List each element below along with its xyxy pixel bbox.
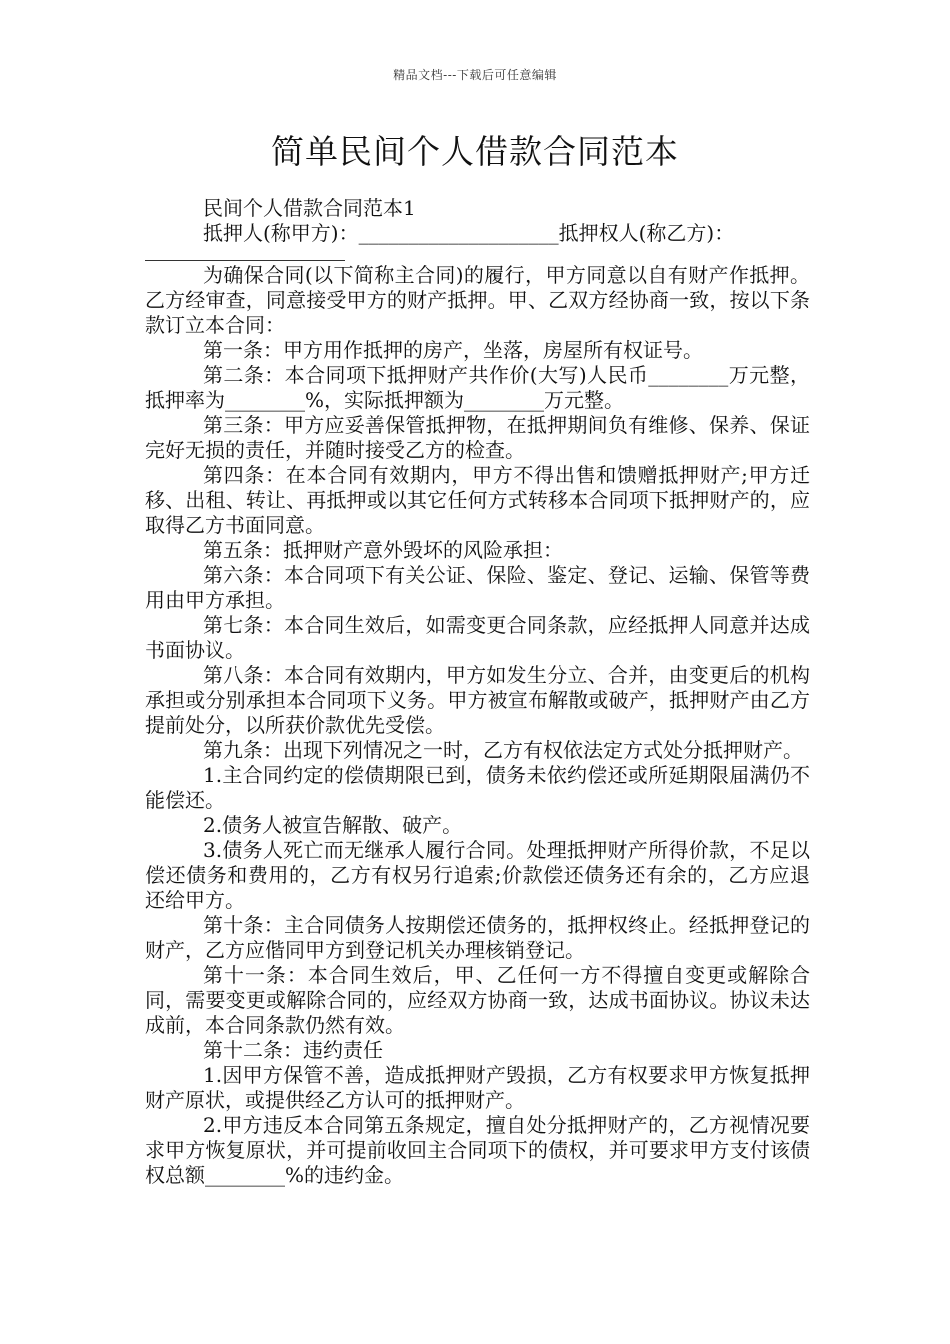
- paragraph-article-12-item-2: 2.甲方违反本合同第五条规定，擅自处分抵押财产的，乙方视情况要求甲方恢复原状，并可提前收回主合同项下的债权，并可要求甲方支付该债权总额________%的违约金。: [145, 1113, 810, 1187]
- paragraph-article-7: 第七条：本合同生效后，如需变更合同条款，应经抵押人同意并达成书面协议。: [145, 613, 810, 662]
- paragraph-article-12-item-1: 1.因甲方保管不善，造成抵押财产毁损，乙方有权要求甲方恢复抵押财产原状，或提供经乙方认可的抵押财产。: [145, 1063, 810, 1112]
- paragraph-article-9-item-2: 2.债务人被宣告解散、破产。: [203, 813, 463, 837]
- paragraph-article-5: 第五条：抵押财产意外毁坏的风险承担：: [203, 538, 563, 562]
- document-body: [145, 196, 810, 1188]
- paragraph-article-3: 第三条：甲方应妥善保管抵押物，在抵押期间负有维修、保养、保证完好无损的责任，并随时接受乙方的检查。: [145, 413, 810, 462]
- paragraph-preamble: 为确保合同(以下简称主合同)的履行，甲方同意以自有财产作抵押。乙方经审查，同意接受甲方的财产抵押。甲、乙双方经协商一致，按以下条款订立本合同：: [145, 263, 810, 337]
- paragraph-article-9: 第九条：出现下列情况之一时，乙方有权依法定方式处分抵押财产。: [203, 738, 803, 762]
- paragraph-subtitle: 民间个人借款合同范本1: [203, 196, 416, 220]
- paragraph-article-2: 第二条：本合同项下抵押财产共作价(大写)人民币________万元整，抵押率为________%，实际抵押额为________万元整。: [145, 363, 810, 412]
- paragraph-article-8: 第八条：本合同有效期内，甲方如发生分立、合并，由变更后的机构承担或分别承担本合同项下义务。甲方被宣布解散或破产，抵押财产由乙方提前处分，以所获价款优先受偿。: [145, 663, 810, 737]
- paragraph-article-6: 第六条：本合同项下有关公证、保险、鉴定、登记、运输、保管等费用由甲方承担。: [145, 563, 810, 612]
- document-title: 简单民间个人借款合同范本: [271, 132, 679, 171]
- paragraph-article-4: 第四条：在本合同有效期内，甲方不得出售和馈赠抵押财产;甲方迁移、出租、转让、再抵押或以其它任何方式转移本合同项下抵押财产的，应取得乙方书面同意。: [145, 463, 810, 537]
- paragraph-parties: 抵押人(称甲方)：____________________抵押权人(称乙方)：: [203, 221, 735, 245]
- fill-in-blank-line: [145, 246, 345, 261]
- paragraph-article-12: 第十二条：违约责任: [203, 1038, 383, 1062]
- paragraph-article-9-item-3: 3.债务人死亡而无继承人履行合同。处理抵押财产所得价款，不足以偿还债务和费用的，乙方有权另行追索;价款偿还债务还有余的，乙方应退还给甲方。: [145, 838, 810, 912]
- paragraph-article-11: 第十一条：本合同生效后，甲、乙任何一方不得擅自变更或解除合同，需要变更或解除合同的，应经双方协商一致，达成书面协议。协议未达成前，本合同条款仍然有效。: [145, 963, 810, 1037]
- paragraph-article-1: 第一条：甲方用作抵押的房产，坐落，房屋所有权证号。: [203, 338, 703, 362]
- paragraph-article-10: 第十条：主合同债务人按期偿还债务的，抵押权终止。经抵押登记的财产，乙方应偕同甲方到登记机关办理核销登记。: [145, 913, 810, 962]
- paragraph-article-9-item-1: 1.主合同约定的偿债期限已到，债务未依约偿还或所延期限届满仍不能偿还。: [145, 763, 810, 812]
- page-header-note: 精品文档---下载后可任意编辑: [393, 68, 557, 82]
